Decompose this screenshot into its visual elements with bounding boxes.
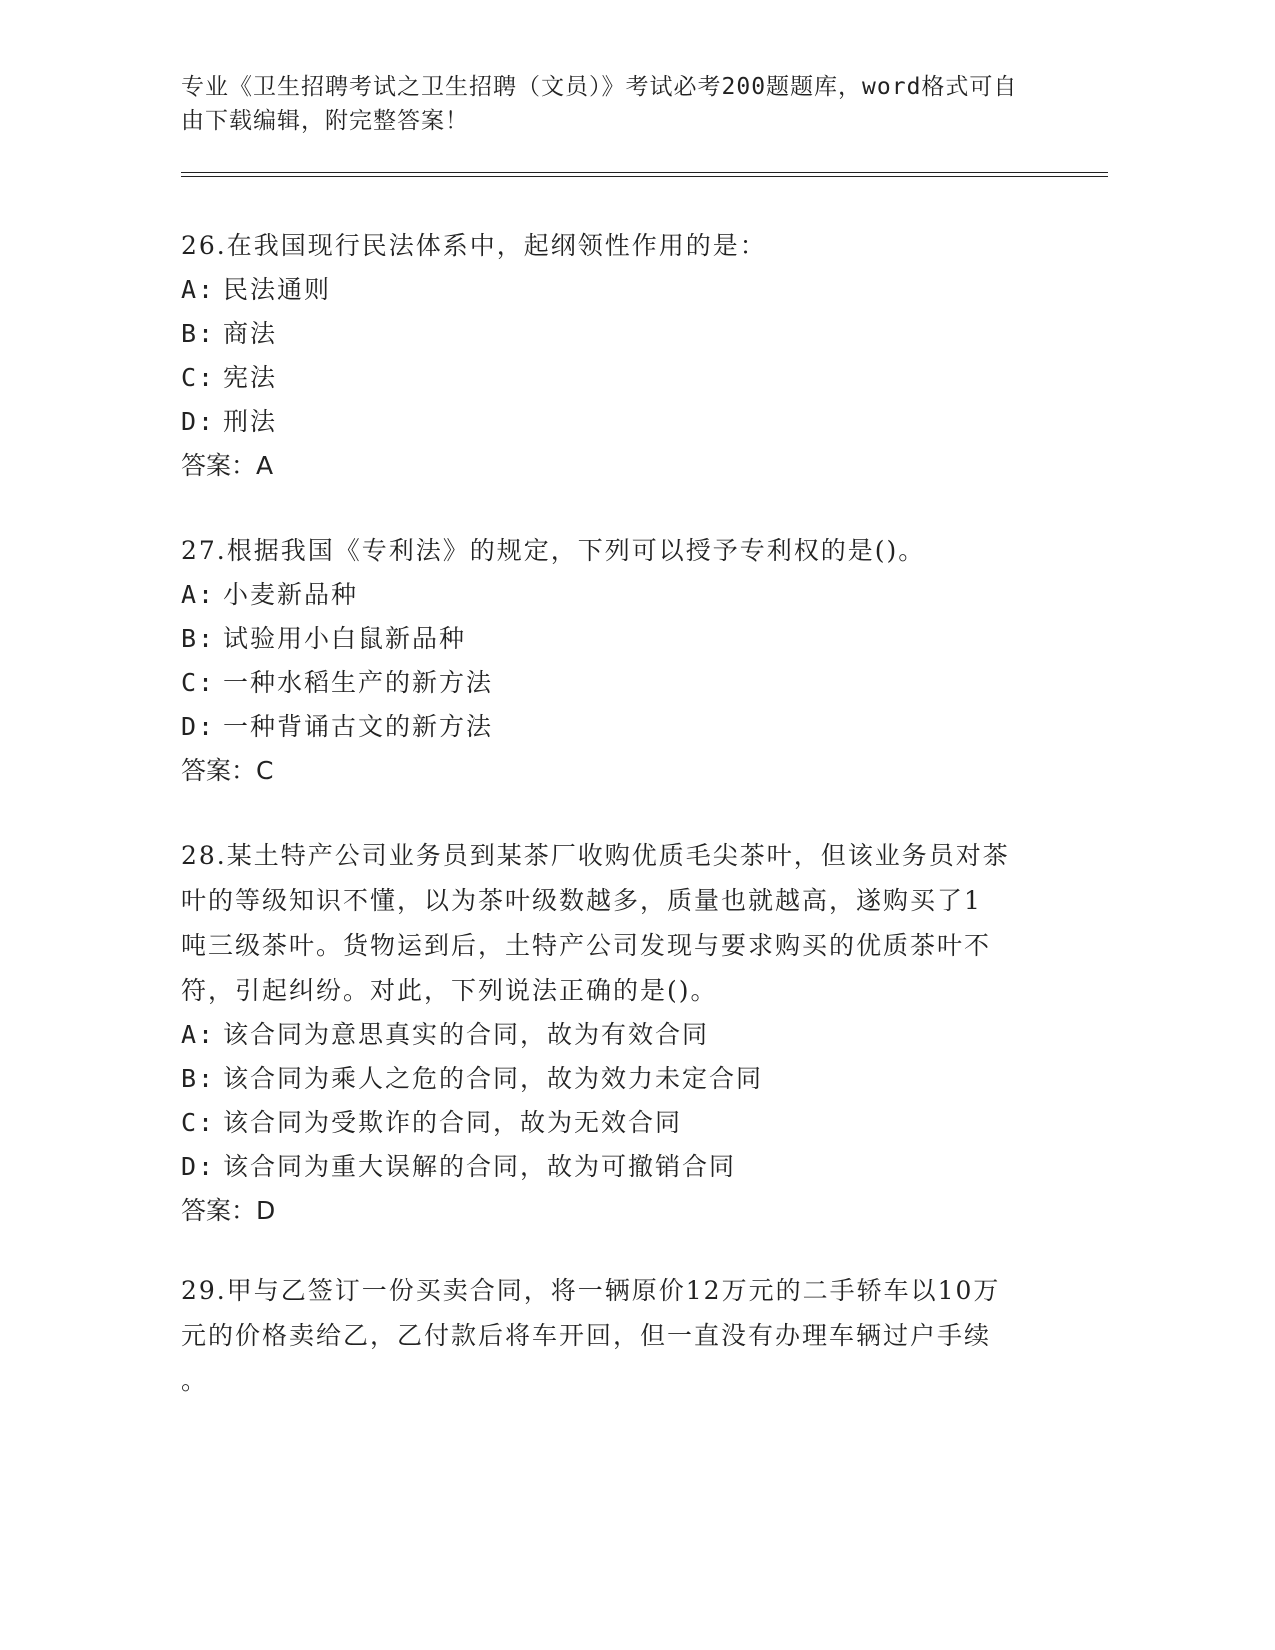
option-text: 该合同为意思真实的合同，故为有效合同 bbox=[223, 1020, 710, 1049]
option-text: 民法通则 bbox=[223, 275, 332, 304]
option-a bbox=[181, 268, 1051, 312]
option-key: B: bbox=[181, 1064, 216, 1093]
option-key: A: bbox=[181, 275, 216, 304]
question-stem: 27.根据我国《专利法》的规定，下列可以授予专利权的是()。 bbox=[181, 536, 926, 565]
question-29 bbox=[181, 1268, 1051, 1403]
option-key: C: bbox=[181, 1108, 216, 1137]
question-stem-line: 28.某土特产公司业务员到某茶厂收购优质毛尖茶叶，但该业务员对茶 bbox=[181, 841, 1010, 870]
option-key: D: bbox=[181, 712, 216, 741]
document-header bbox=[181, 70, 1051, 138]
option-key: C: bbox=[181, 363, 216, 392]
option-text: 试验用小白鼠新品种 bbox=[223, 624, 467, 653]
option-text: 该合同为重大误解的合同，故为可撤销合同 bbox=[223, 1152, 737, 1181]
question-stem-line: 叶的等级知识不懂，以为茶叶级数越多，质量也就越高，遂购买了1 bbox=[181, 886, 982, 915]
option-key: D: bbox=[181, 407, 216, 436]
option-d bbox=[181, 1145, 1051, 1189]
question-stem-line: 。 bbox=[181, 1366, 209, 1395]
option-text: 宪法 bbox=[223, 363, 278, 392]
option-text: 一种水稻生产的新方法 bbox=[223, 668, 494, 697]
option-d bbox=[181, 400, 1051, 444]
option-key: A: bbox=[181, 1020, 216, 1049]
question-27 bbox=[181, 528, 1051, 793]
option-c bbox=[181, 356, 1051, 400]
option-text: 该合同为乘人之危的合同，故为效力未定合同 bbox=[223, 1064, 764, 1093]
question-stem-line: 符，引起纠纷。对此，下列说法正确的是()。 bbox=[181, 976, 718, 1005]
option-key: B: bbox=[181, 319, 216, 348]
option-text: 一种背诵古文的新方法 bbox=[223, 712, 494, 741]
option-text: 商法 bbox=[223, 319, 278, 348]
option-c bbox=[181, 661, 1051, 705]
option-a bbox=[181, 1013, 1051, 1057]
header-divider-top bbox=[181, 172, 1108, 173]
answer-line: 答案：A bbox=[181, 451, 274, 480]
option-b bbox=[181, 1057, 1051, 1101]
option-key: A: bbox=[181, 580, 216, 609]
option-text: 刑法 bbox=[223, 407, 278, 436]
header-divider-bottom bbox=[181, 176, 1108, 177]
question-stem-line: 29.甲与乙签订一份买卖合同，将一辆原价12万元的二手轿车以10万 bbox=[181, 1276, 1001, 1305]
option-b bbox=[181, 312, 1051, 356]
option-a bbox=[181, 573, 1051, 617]
header-line-1: 专业《卫生招聘考试之卫生招聘（文员）》考试必考200题题库，word格式可自 bbox=[181, 74, 1018, 100]
answer-line: 答案：C bbox=[181, 756, 274, 785]
question-stem-line: 元的价格卖给乙，乙付款后将车开回，但一直没有办理车辆过户手续 bbox=[181, 1321, 992, 1350]
option-key: C: bbox=[181, 668, 216, 697]
question-26 bbox=[181, 223, 1051, 488]
option-text: 小麦新品种 bbox=[223, 580, 359, 609]
header-line-2: 由下载编辑，附完整答案！ bbox=[181, 108, 469, 134]
option-key: D: bbox=[181, 1152, 216, 1181]
answer-line: 答案：D bbox=[181, 1196, 276, 1225]
question-28 bbox=[181, 833, 1051, 1233]
option-text: 该合同为受欺诈的合同，故为无效合同 bbox=[223, 1108, 683, 1137]
option-b bbox=[181, 617, 1051, 661]
question-stem-line: 吨三级茶叶。货物运到后，土特产公司发现与要求购买的优质茶叶不 bbox=[181, 931, 992, 960]
option-key: B: bbox=[181, 624, 216, 653]
option-d bbox=[181, 705, 1051, 749]
option-c bbox=[181, 1101, 1051, 1145]
question-stem: 26.在我国现行民法体系中，起纲领性作用的是： bbox=[181, 231, 767, 260]
